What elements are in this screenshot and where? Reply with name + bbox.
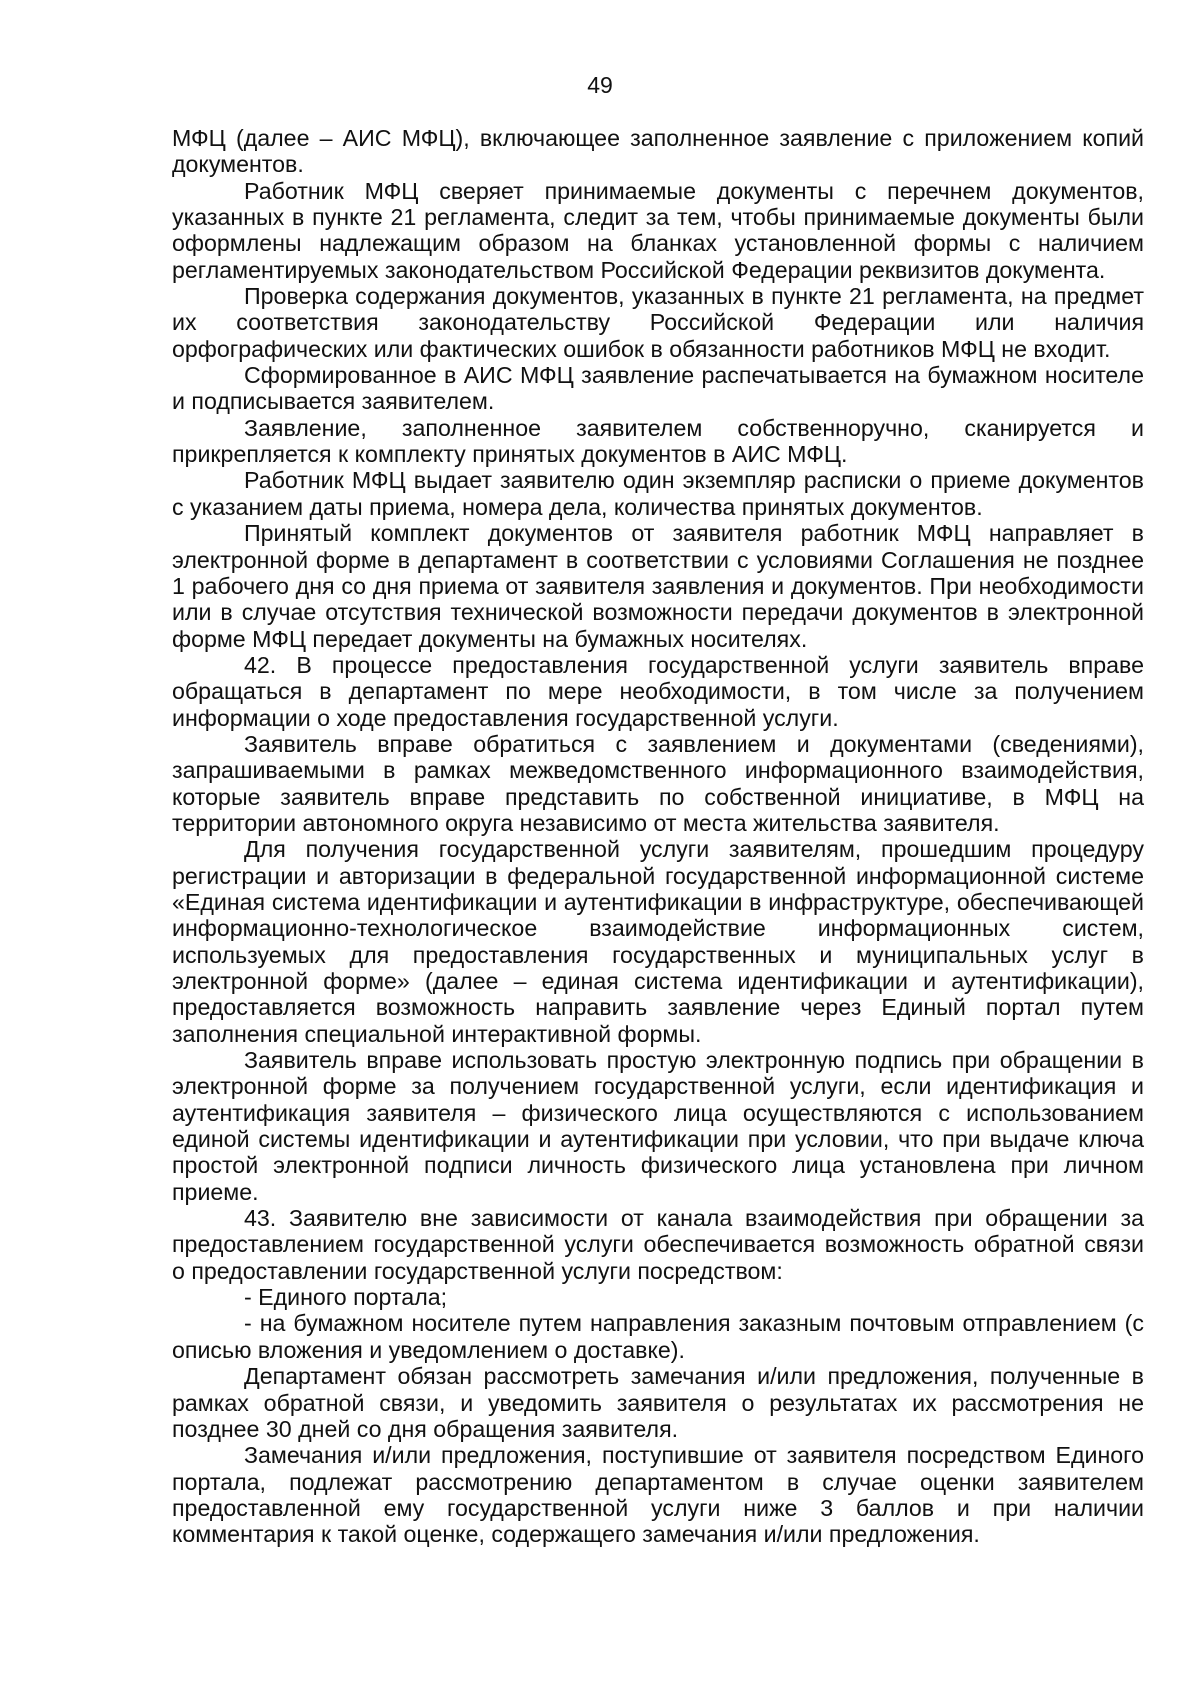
paragraph-item-43: 43. Заявителю вне зависимости от канала взаимодействия при обращении за предоставлением государственной услуги обеспечивается возможность обратной связи о предоставлении государственной услуги посредством: [172,1205,1144,1284]
page-number: 49 [587,72,613,98]
list-item: - Единого портала; [244,1284,448,1311]
paragraph: Для получения государственной услуги заявителям, прошедшим процедуру регистрации и авторизации в федеральной государственной информационной системе «Единая система идентификации и аутентификации в инфраструктуре, обеспечивающей информационно-технологическое взаимодействие информационных систем, используемых для предоставления государственных и муниципальных услуг в электронной форме» (далее – единая система идентификации и аутентификации), предоставляется возможность направить заявление через Единый портал путем заполнения специальной интерактивной формы. [172,836,1144,1047]
paragraph: Принятый комплект документов от заявителя работник МФЦ направляет в электронной форме в департамент в соответствии с условиями Соглашения не позднее 1 рабочего дня со дня приема от заявителя заявления и документов. При необходимости или в случае отсутствия технической возможности передачи документов в электронной форме МФЦ передает документы на бумажных носителях. [172,520,1144,652]
paragraph: Сформированное в АИС МФЦ заявление распечатывается на бумажном носителе и подписывается заявителем. [172,362,1144,415]
paragraph-item-42: 42. В процессе предоставления государственной услуги заявитель вправе обращаться в департамент по мере необходимости, в том числе за получением информации о ходе предоставления государственной услуги. [172,651,1144,731]
paragraph: Заявление, заполненное заявителем собственноручно, сканируется и прикрепляется к комплекту принятых документов в АИС МФЦ. [172,414,1144,468]
paragraph: Заявитель вправе использовать простую электронную подпись при обращении в электронной форме за получением государственной услуги, если идентификация и аутентификация заявителя – физического лица осуществляются с использованием единой системы идентификации и аутентификации при условии, что при выдаче ключа простой электронной подписи личность физического лица установлена при личном приеме. [172,1047,1144,1205]
paragraph: Проверка содержания документов, указанных в пункте 21 регламента, на предмет их соответствия законодательству Российской Федерации или наличия орфографических или фактических ошибок в обязанности работников МФЦ не входит. [172,283,1144,362]
paragraph: Работник МФЦ сверяет принимаемые документы с перечнем документов, указанных в пункте 21 регламента, следит за тем, чтобы принимаемые документы были оформлены надлежащим образом на бланках установленной формы с наличием регламентируемых законодательством Российской Федерации реквизитов документа. [172,177,1144,283]
list-item: - на бумажном носителе путем направления заказным почтовым отправлением (с описью вложения и уведомлением о доставке). [172,1310,1144,1363]
paragraph: Замечания и/или предложения, поступившие от заявителя посредством Единого портала, подлежат рассмотрению департаментом в случае оценки заявителем предоставленной ему государственной услуги ниже 3 баллов и при наличии комментария к такой оценке, содержащего замечания и/или предложения. [172,1442,1144,1548]
paragraph: Работник МФЦ выдает заявителю один экземпляр расписки о приеме документов с указанием даты приема, номера дела, количества принятых документов. [172,467,1144,520]
paragraph: Заявитель вправе обратиться с заявлением и документами (сведениями), запрашиваемыми в рамках межведомственного информационного взаимодействия, которые заявитель вправе представить по собственной инициативе, в МФЦ на территории автономного округа независимо от места жительства заявителя. [172,730,1144,836]
paragraph-continuation: МФЦ (далее – АИС МФЦ), включающее заполненное заявление с приложением копий документов. [172,125,1144,178]
paragraph: Департамент обязан рассмотреть замечания и/или предложения, полученные в рамках обратной связи, и уведомить заявителя о результатах их рассмотрения не позднее 30 дней со дня обращения заявителя. [172,1363,1144,1442]
document-body [172,125,1144,1548]
